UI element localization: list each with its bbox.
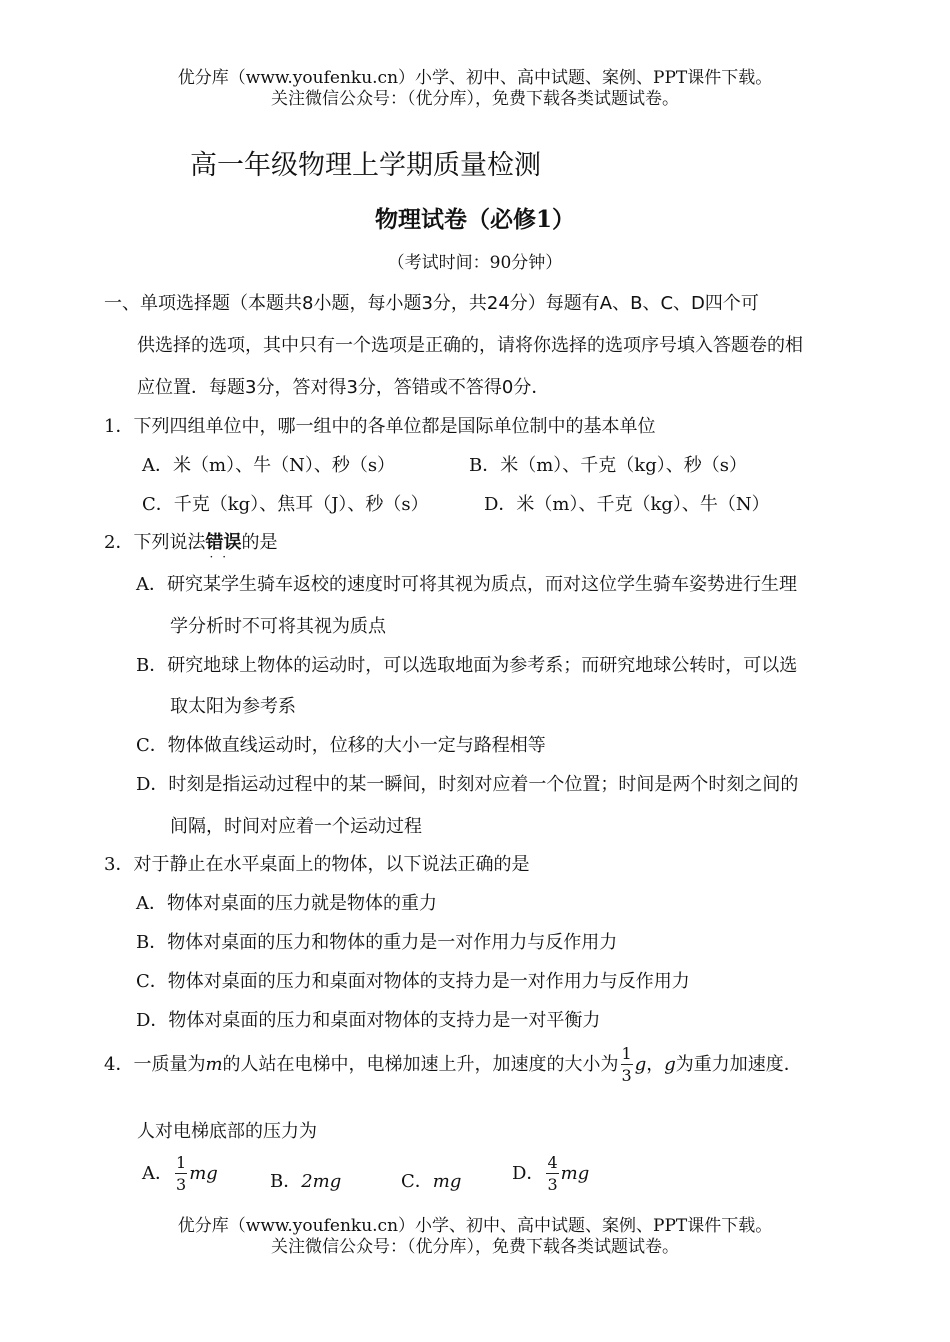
q4-mass-var: m bbox=[205, 1054, 223, 1075]
section1-line3: 应位置．每题3分，答对得3分，答错或不答得0分． bbox=[137, 377, 550, 398]
q4-option-d-den: 3 bbox=[547, 1175, 558, 1194]
q2-option-b-line2: 取太阳为参考系 bbox=[170, 696, 296, 717]
q4-option-a bbox=[142, 1155, 218, 1193]
q4-fraction-num: 1 bbox=[621, 1044, 632, 1063]
page-subtitle: 物理试卷（必修1） bbox=[374, 206, 575, 233]
header-ad-line2: 关注微信公众号：（优分库），免费下载各类试题试卷。 bbox=[271, 89, 679, 109]
q2-emphasis-word bbox=[205, 532, 242, 564]
q2-stem-post: 的是 bbox=[241, 532, 278, 553]
q2-option-d-line1: D．时刻是指运动过程中的某一瞬间，时刻对应着一个位置；时间是两个时刻之间的 bbox=[136, 774, 799, 795]
q4-option-a-var: mg bbox=[189, 1163, 218, 1184]
q3-option-d: D．物体对桌面的压力和桌面对物体的支持力是一对平衡力 bbox=[136, 1010, 601, 1031]
header-ad-line1: 优分库（www.youfenku.cn）小学、初中、高中试题、案例、PPT课件下载。 bbox=[177, 68, 773, 88]
q4-option-d bbox=[512, 1155, 589, 1193]
q3-option-b: B．物体对桌面的压力和物体的重力是一对作用力与反作用力 bbox=[136, 932, 618, 953]
q3-option-c: C．物体对桌面的压力和桌面对物体的支持力是一对作用力与反作用力 bbox=[136, 971, 690, 992]
q4-stem-sep: ， bbox=[646, 1054, 665, 1075]
q3-stem: 3．对于静止在水平桌面上的物体，以下说法正确的是 bbox=[104, 854, 530, 875]
q1-option-c: C．千克（kg）、焦耳（J）、秒（s） bbox=[142, 494, 429, 515]
q4-option-c-value: mg bbox=[432, 1171, 462, 1192]
q4-fraction-den: 3 bbox=[621, 1066, 632, 1085]
footer-ad-line2: 关注微信公众号：（优分库），免费下载各类试题试卷。 bbox=[271, 1237, 679, 1257]
q3-option-a: A．物体对桌面的压力就是物体的重力 bbox=[136, 893, 437, 914]
page-title: 高一年级物理上学期质量检测 bbox=[190, 150, 541, 181]
q2-option-d-line2: 间隔，时间对应着一个运动过程 bbox=[170, 816, 422, 837]
q2-stem-pre: 2．下列说法 bbox=[104, 532, 206, 553]
footer-ad-line1: 优分库（www.youfenku.cn）小学、初中、高中试题、案例、PPT课件下载。 bbox=[177, 1216, 773, 1236]
q4-stem-line2: 人对电梯底部的压力为 bbox=[137, 1121, 317, 1142]
q4-option-c-label: C． bbox=[401, 1171, 433, 1192]
q4-option-a-num: 1 bbox=[176, 1153, 187, 1172]
q4-option-d-num: 4 bbox=[547, 1153, 558, 1172]
q1-stem: 1．下列四组单位中，哪一组中的各单位都是国际单位制中的基本单位 bbox=[104, 416, 656, 437]
q1-option-b: B．米（m）、千克（kg）、秒（s） bbox=[469, 455, 747, 476]
q4-option-a-den: 3 bbox=[176, 1175, 187, 1194]
q1-option-a: A．米（m）、牛（N）、秒（s） bbox=[142, 455, 396, 476]
q4-option-a-fraction bbox=[175, 1155, 187, 1193]
q2-option-a-line2: 学分析时不可将其视为质点 bbox=[170, 616, 386, 637]
q4-option-b-value: 2mg bbox=[301, 1171, 342, 1192]
q4-stem-post: 为重力加速度． bbox=[675, 1054, 802, 1075]
emphasis-dots: ·· bbox=[209, 550, 236, 564]
q4-option-a-label: A． bbox=[142, 1163, 173, 1184]
q4-option-b-label: B． bbox=[270, 1171, 302, 1192]
q4-option-b bbox=[270, 1167, 341, 1193]
q2-option-b-line1: B．研究地球上物体的运动时，可以选取地面为参考系；而研究地球公转时，可以选 bbox=[136, 655, 798, 676]
q4-g-var2: g bbox=[664, 1054, 676, 1075]
q4-g-var: g bbox=[634, 1054, 647, 1075]
q4-option-d-var: mg bbox=[560, 1163, 590, 1184]
q2-stem bbox=[104, 528, 278, 564]
q4-fraction bbox=[621, 1046, 633, 1084]
q4-stem-mid: 的人站在电梯中，电梯加速上升，加速度的大小为 bbox=[222, 1054, 619, 1075]
q2-option-c: C．物体做直线运动时，位移的大小一定与路程相等 bbox=[136, 735, 546, 756]
q4-stem bbox=[104, 1046, 802, 1084]
exam-time: （考试时间：90分钟） bbox=[387, 253, 563, 273]
q4-option-d-label: D． bbox=[512, 1163, 545, 1184]
q1-option-d: D．米（m）、千克（kg）、牛（N） bbox=[484, 494, 770, 515]
section1-line1: 一、单项选择题（本题共8小题，每小题3分，共24分）每题有A、B、C、D四个可 bbox=[104, 293, 759, 314]
q2-emphasis-text: 错误 bbox=[205, 532, 242, 553]
section1-line2: 供选择的选项，其中只有一个选项是正确的，请将你选择的选项序号填入答题卷的相 bbox=[137, 335, 803, 356]
q2-option-a-line1: A．研究某学生骑车返校的速度时可将其视为质点，而对这位学生骑车姿势进行生理 bbox=[136, 574, 797, 595]
q4-stem-pre: 4．一质量为 bbox=[104, 1054, 206, 1075]
q4-option-d-fraction bbox=[546, 1155, 558, 1193]
q4-option-c bbox=[401, 1167, 461, 1193]
